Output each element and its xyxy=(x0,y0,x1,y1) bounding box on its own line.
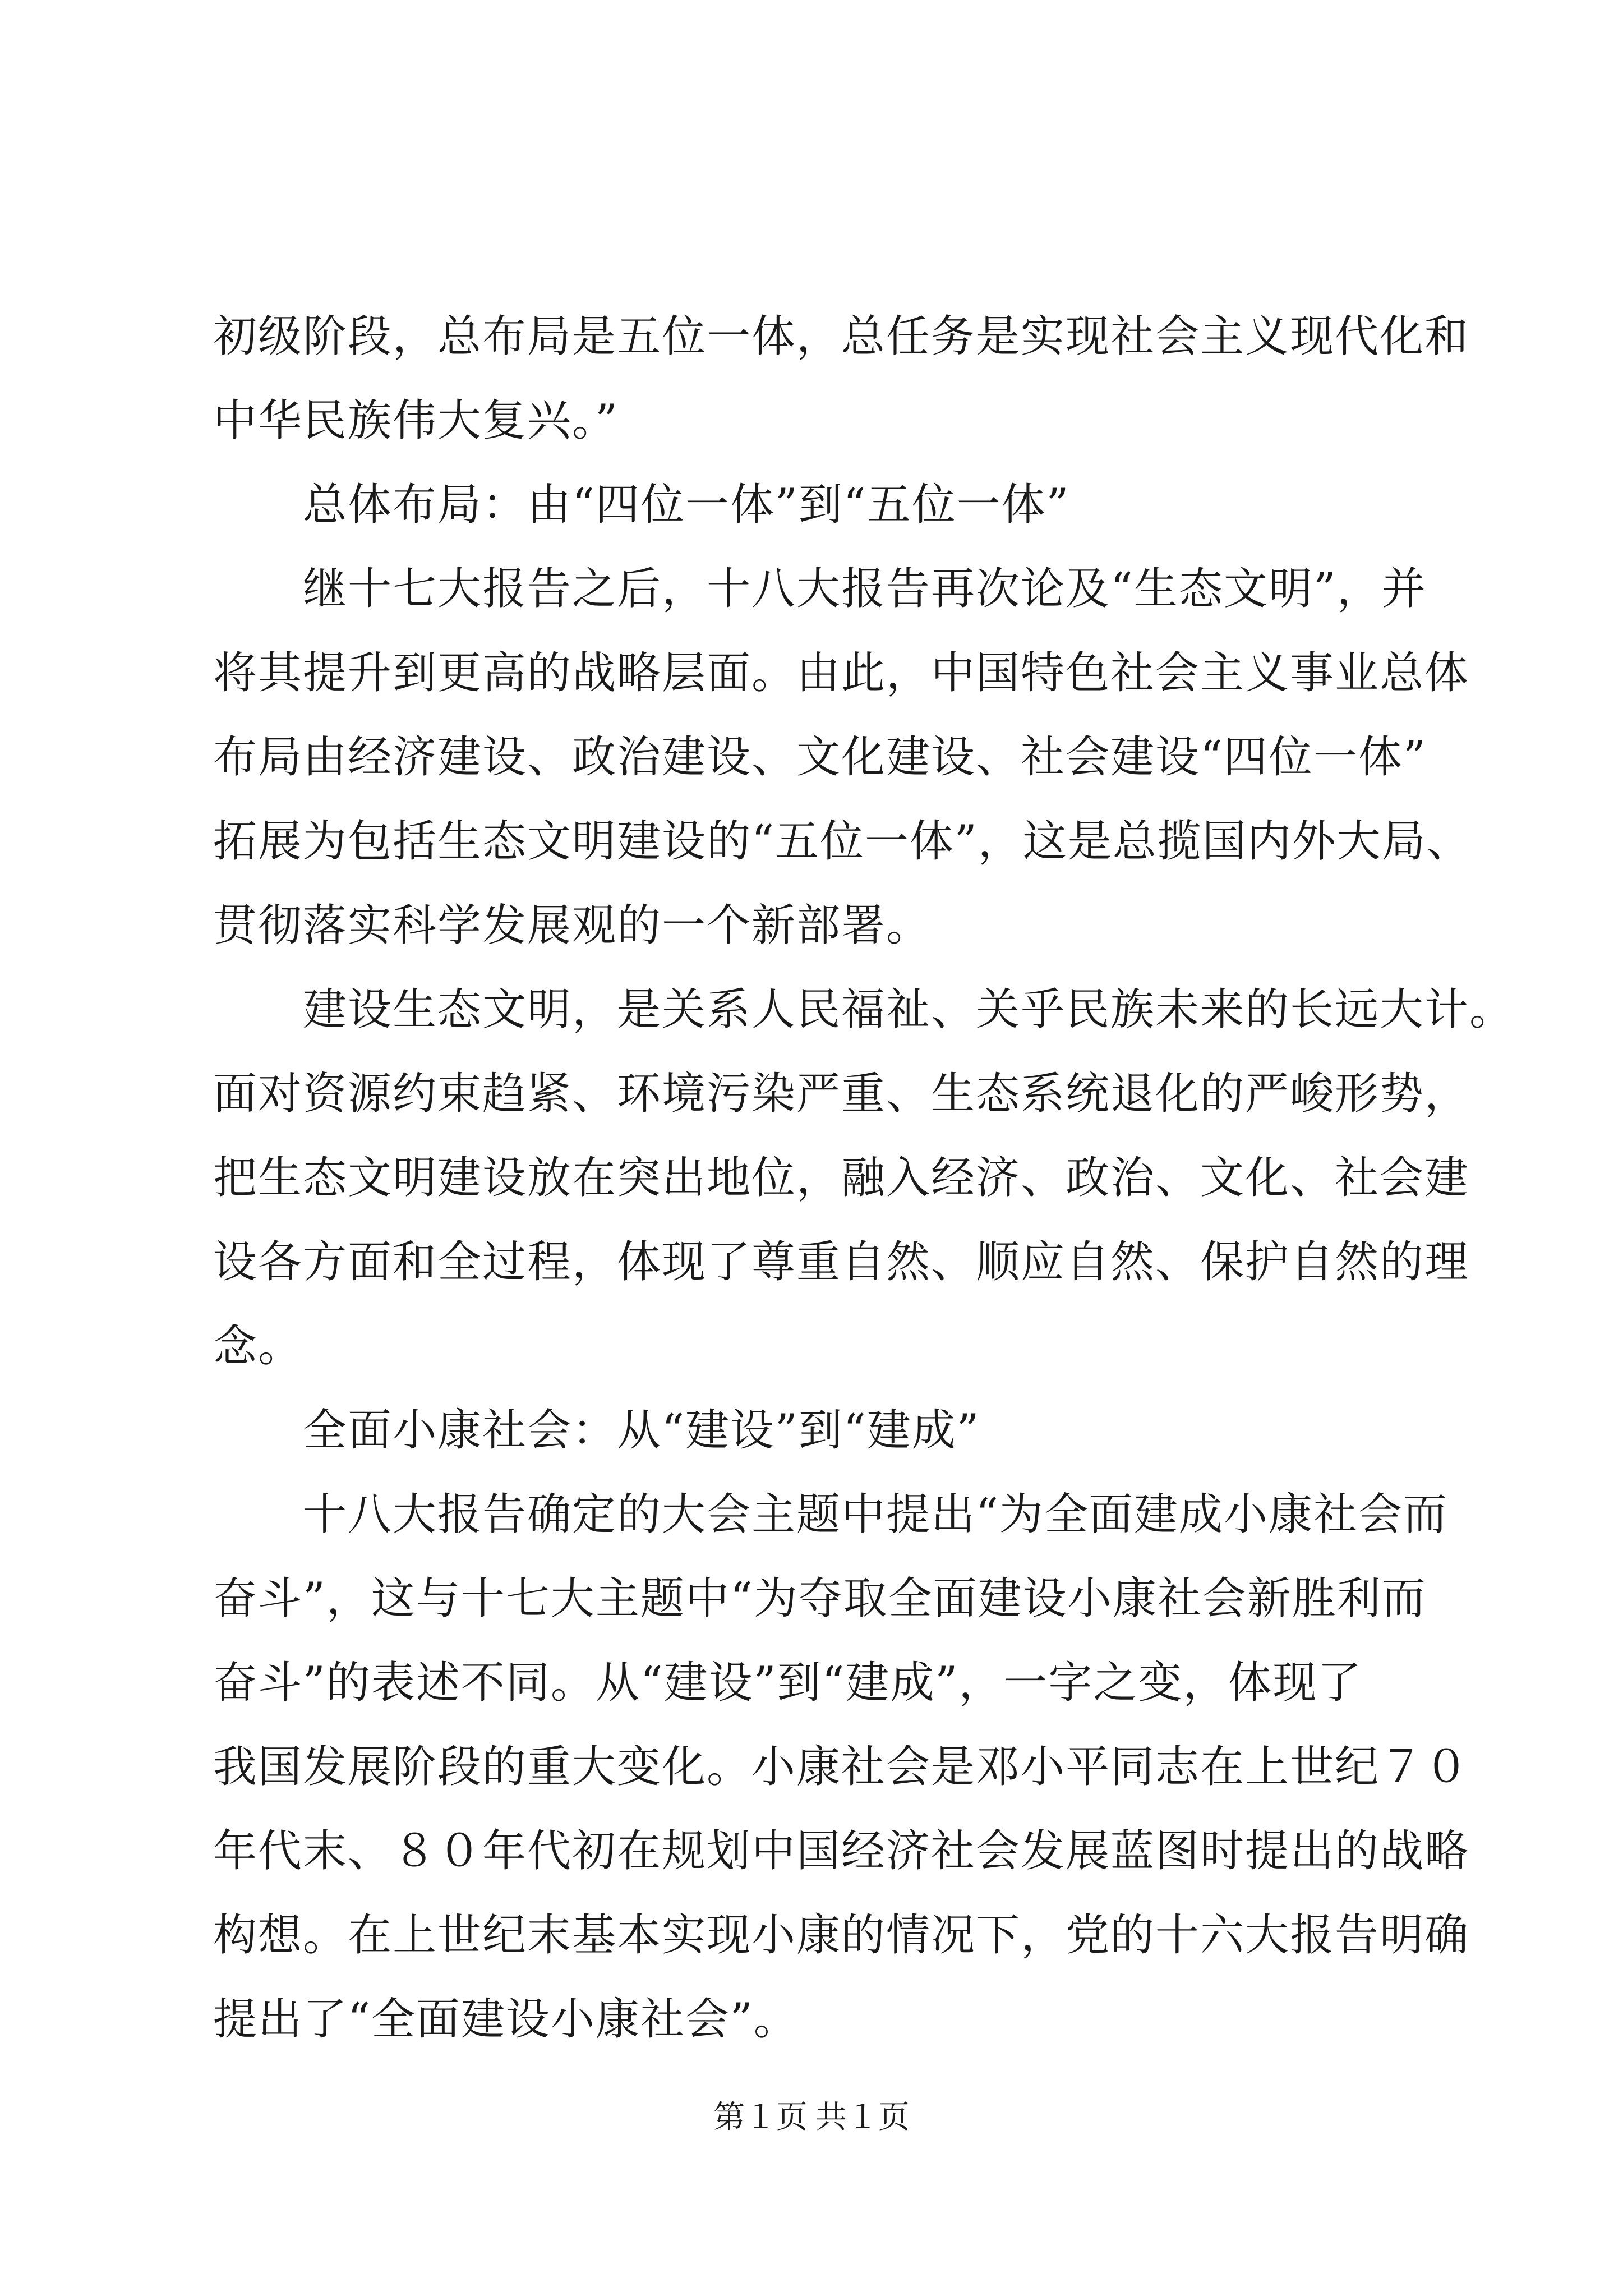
text-line: 十八大报告确定的大会主题中提出“为全面建成小康社会而 xyxy=(303,1489,1448,1540)
text-line: 初级阶段，总布局是五位一体，总任务是实现社会主义现代化和 xyxy=(213,311,1470,362)
text-line: 贯彻落实科学发展观的一个新部署。 xyxy=(213,900,932,951)
text-line: 继十七大报告之后，十八大报告再次论及“生态文明”，并 xyxy=(303,564,1427,614)
text-line: 拓展为包括生态文明建设的“五位一体”，这是总揽国内外大局、 xyxy=(213,816,1472,867)
text-line: 年代末、８０年代初在规划中国经济社会发展蓝图时提出的战略 xyxy=(213,1826,1470,1876)
text-line: 奋斗”，这与十七大主题中“为夺取全面建设小康社会新胜利而 xyxy=(213,1573,1427,1624)
text-line: 我国发展阶段的重大变化。小康社会是邓小平同志在上世纪７０ xyxy=(213,1742,1470,1792)
section-heading-overall-layout: 总体布局：由“四位一体”到“五位一体” xyxy=(303,480,1070,530)
text-line: 中华民族伟大复兴。” xyxy=(213,395,619,446)
text-line: 提出了“全面建设小康社会”。 xyxy=(213,1994,799,2045)
text-line: 将其提升到更高的战略层面。由此，中国特色社会主义事业总体 xyxy=(213,648,1470,698)
text-line: 面对资源约束趋紧、环境污染严重、生态系统退化的严峻形势， xyxy=(213,1069,1470,1119)
text-line: 念。 xyxy=(213,1321,303,1372)
text-line: 布局由经济建设、政治建设、文化建设、社会建设“四位一体” xyxy=(213,732,1427,783)
text-line: 把生态文明建设放在突出地位，融入经济、政治、文化、社会建 xyxy=(213,1153,1470,1203)
page-number-footer: 第１页 共１页 xyxy=(713,2100,910,2135)
text-line: 构想。在上世纪末基本实现小康的情况下，党的十六大报告明确 xyxy=(213,1910,1470,1961)
text-line: 奋斗”的表述不同。从“建设”到“建成”，一字之变，体现了 xyxy=(213,1658,1363,1708)
text-line: 设各方面和全过程，体现了尊重自然、顺应自然、保护自然的理 xyxy=(213,1237,1470,1287)
section-heading-xiaokang: 全面小康社会：从“建设”到“建成” xyxy=(303,1405,980,1456)
text-line: 建设生态文明，是关系人民福祉、关乎民族未来的长远大计。 xyxy=(303,984,1515,1035)
